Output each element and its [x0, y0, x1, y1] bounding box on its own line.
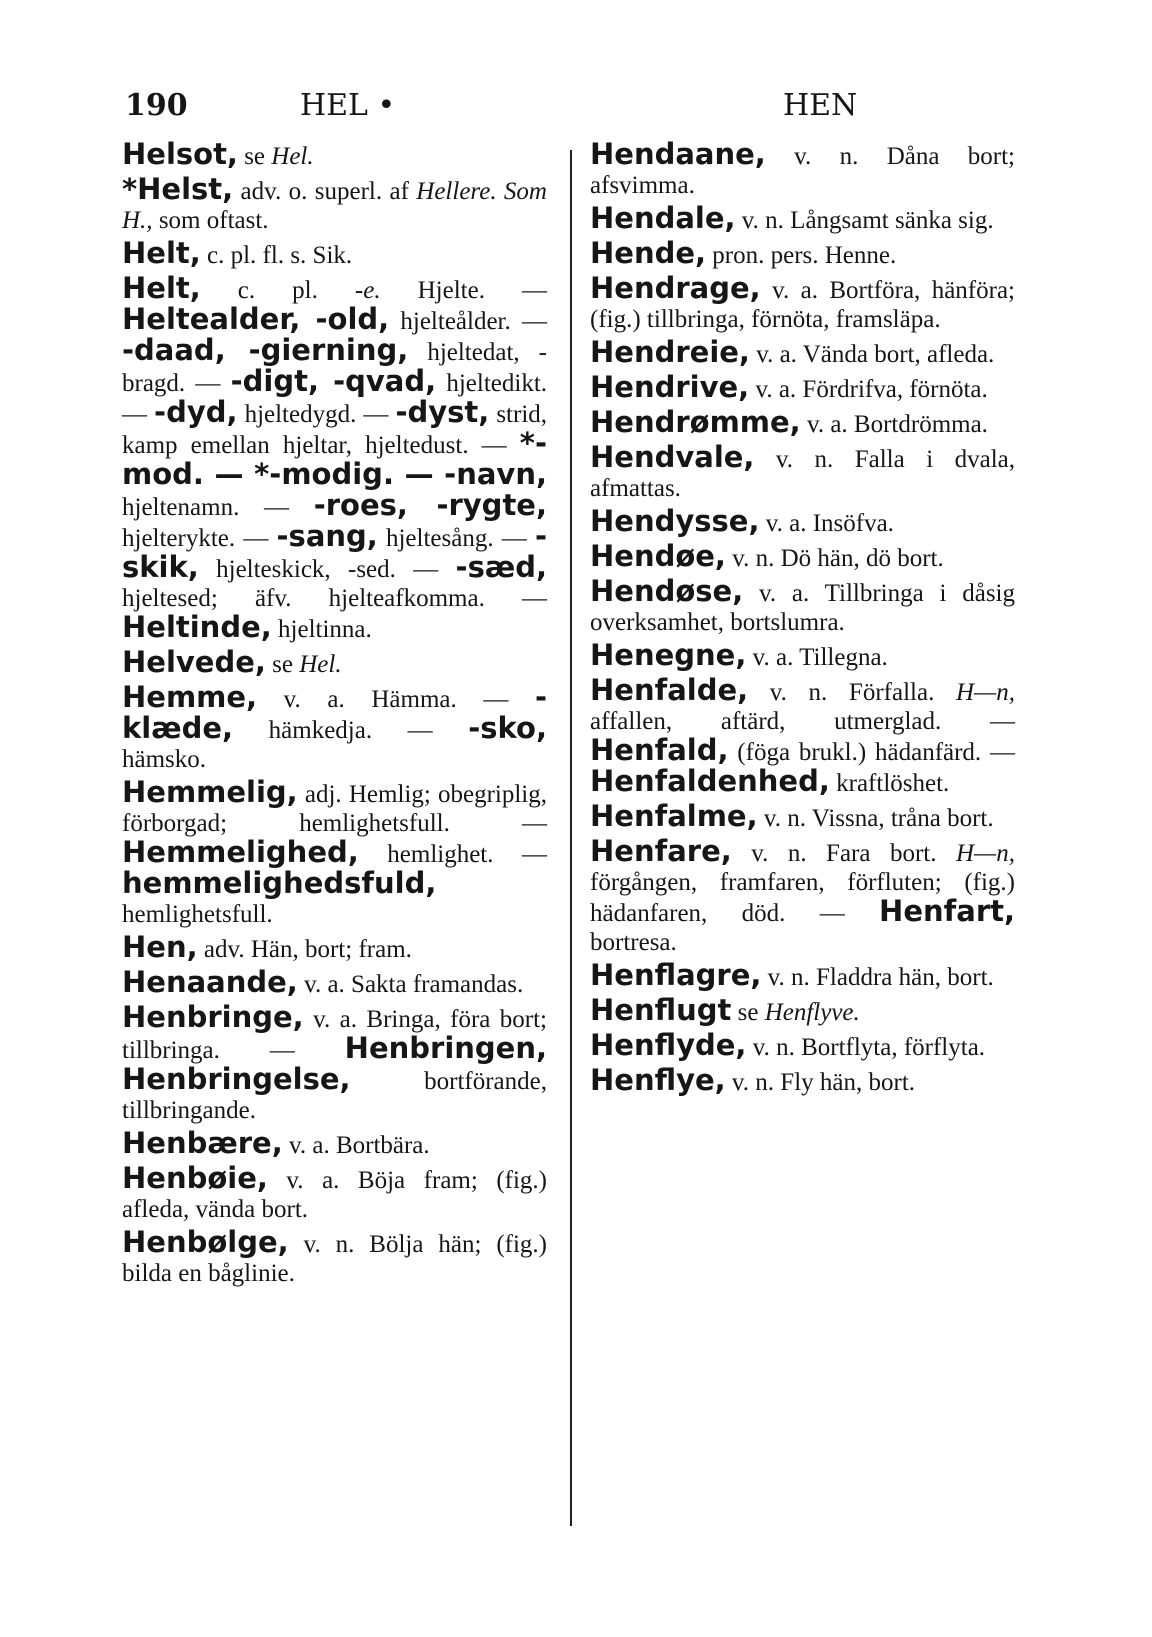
italic-text: H—n, [955, 679, 1015, 706]
running-header [0, 88, 1152, 128]
definition-text: affallen, aftärd, utmerglad. — [590, 708, 1015, 735]
dictionary-entry [122, 172, 547, 235]
dictionary-entry [590, 574, 1015, 637]
dictionary-entry [590, 1063, 1015, 1097]
definition-text: v. n. Dö hän, dö bort. [725, 545, 944, 572]
headword: Henflyde, [590, 1028, 747, 1062]
definition-text: v. a. Vända bort, afleda. [749, 341, 995, 368]
headword: Hendvale, [590, 440, 755, 474]
definition-text: hjelteskick, -sed. — [198, 556, 456, 583]
definition-text: hjeltinna. [271, 616, 372, 643]
headword: Henfaldenhed, [590, 764, 830, 798]
dictionary-entry [590, 993, 1015, 1027]
definition-text: v. a. Böja fram; (fig.) afleda, vända bort. [122, 1167, 547, 1223]
italic-text: Hellere. Som H., [122, 178, 547, 234]
dictionary-entry [590, 504, 1015, 538]
headword: -sang, [276, 519, 378, 553]
headword: -dyst, [395, 395, 490, 429]
dictionary-entry [122, 645, 547, 679]
column-divider [570, 150, 572, 1526]
dictionary-entry [122, 775, 547, 929]
definition-text: bortförande, tillbringande. [122, 1068, 547, 1124]
definition-text: v. n. Falla i dvala, afmattas. [590, 446, 1015, 502]
definition-text: hjeltesed; äfv. hjelteafkomma. — [122, 585, 547, 612]
definition-text: v. n. Långsamt sänka sig. [735, 207, 994, 234]
definition-text: v. a. Bortdrömma. [800, 411, 988, 438]
headword: Hemme, [122, 680, 258, 714]
dictionary-entry [590, 673, 1015, 798]
headword: -daad, -gierning, [122, 333, 409, 367]
definition-text: v. n. Vissna, tråna bort. [757, 805, 994, 832]
italic-text: Hel. [299, 651, 342, 678]
definition-text: v. n. Dåna bort; afsvimma. [590, 143, 1015, 199]
headword: Helsot, [122, 137, 238, 171]
definition-text: hämsko. [122, 746, 207, 773]
definition-text: v. a. Bortbära. [282, 1132, 430, 1159]
headword: -klæde, [122, 680, 547, 745]
headword: Hendøse, [590, 574, 744, 608]
definition-text: adv. o. superl. af [233, 178, 417, 205]
left-guide-word: HEL • [300, 88, 396, 123]
right-guide-word: HEN [783, 88, 858, 123]
headword: Henbringen, Henbringelse, [122, 1031, 547, 1096]
headword: Hendreie, [590, 335, 750, 369]
definition-text: adj. Hemlig; obegriplig, förborgad; hemlighetsfull. — [122, 781, 547, 837]
dictionary-entry [590, 335, 1015, 369]
definition-text: hämkedja. — [233, 717, 469, 744]
definition-text: hjelteålder. — [389, 308, 547, 335]
definition-text: v. a. Insöfva. [759, 510, 894, 537]
italic-text: H—n, [955, 840, 1015, 867]
headword: -skik, [122, 519, 547, 584]
headword: -digt, -qvad, [230, 364, 437, 398]
left-column [122, 137, 548, 1292]
dictionary-entry [590, 638, 1015, 672]
definition-text: c. pl. [200, 277, 355, 304]
dictionary-entry [122, 930, 547, 964]
dictionary-entry [122, 1225, 547, 1288]
headword: Henbølge, [122, 1225, 289, 1259]
definition-text: v. a. Bortföra, hänföra; (fig.) tillbringa, förnöta, framsläpa. [590, 277, 1015, 333]
headword: *-mod. — *-modig. — -navn, [122, 426, 547, 491]
definition-text: se [265, 651, 300, 678]
headword: Henfart, [879, 894, 1015, 928]
headword: Hendysse, [590, 504, 760, 538]
definition-text: hjeltedygd. — [237, 401, 396, 428]
dictionary-entry [590, 1028, 1015, 1062]
definition-text: v. a. Fördrifva, förnöta. [749, 376, 988, 403]
dictionary-entry [122, 1126, 547, 1160]
definition-text: som oftast. [152, 207, 269, 234]
headword: Henflye, [590, 1063, 726, 1097]
headword: Hendøe, [590, 539, 726, 573]
definition-text: v. n. Fladdra hän, bort. [761, 964, 994, 991]
headword: hemmelighedsfuld, [122, 866, 437, 900]
headword: Hendaane, [590, 137, 766, 171]
right-column [590, 137, 1015, 1101]
definition-text: hemlighetsfull. [122, 901, 273, 928]
definition-text: pron. pers. Henne. [706, 242, 897, 269]
headword: Helvede, [122, 645, 266, 679]
definition-text: förgången, framfaren, förfluten; (fig.) hädanfaren, död. — [590, 869, 1015, 927]
definition-text: kraftlöshet. [829, 770, 950, 797]
headword: *Helst, [122, 172, 234, 206]
dictionary-entry [590, 271, 1015, 334]
dictionary-entry [590, 799, 1015, 833]
definition-text: strid, kamp emellan hjeltar, hjeltedust. — [122, 401, 548, 459]
definition-text: se [237, 143, 272, 170]
headword: Hendale, [590, 201, 736, 235]
headword: Henbøie, [122, 1161, 268, 1195]
headword: Henaande, [122, 965, 298, 999]
headword: Helt, [122, 271, 201, 305]
definition-text: hjeltedat, -bragd. — [122, 339, 547, 397]
headword: Hende, [590, 236, 707, 270]
definition-text: v. n. Fara bort. [731, 840, 956, 867]
headword: Henbringe, [122, 1000, 304, 1034]
headword: -roes, -rygte, [313, 488, 547, 522]
definition-text: hemlighet. — [358, 841, 547, 868]
definition-text: v. n. Förfalla. [748, 679, 956, 706]
definition-text: v. a. Sakta framandas. [297, 971, 524, 998]
dictionary-entry [590, 370, 1015, 404]
headword: Heltinde, [122, 610, 272, 644]
dictionary-entry [122, 680, 547, 774]
definition-text: (föga brukl.) hädanfärd. — [728, 739, 1015, 766]
definition-text: hjelterykte. — [122, 525, 277, 552]
headword: Henfare, [590, 834, 732, 868]
definition-text: hjeltedikt. — [122, 370, 548, 428]
dictionary-entry [590, 236, 1015, 270]
dictionary-entry [122, 1161, 547, 1224]
headword: Henbære, [122, 1126, 283, 1160]
definition-text: se [731, 999, 765, 1026]
headword: Hendrive, [590, 370, 750, 404]
dictionary-entry [122, 1000, 547, 1125]
headword: Hen, [122, 930, 198, 964]
headword: Hemmelighed, [122, 835, 359, 869]
definition-text: v. a. Tillbringa i dåsig overksamhet, bortslumra. [590, 580, 1015, 636]
dictionary-entry [590, 405, 1015, 439]
definition-text: v. a. Tillegna. [746, 644, 888, 671]
definition-text: bortresa. [590, 929, 677, 956]
italic-text: -e. [354, 277, 381, 304]
dictionary-entry [590, 834, 1015, 957]
headword: -sko, [468, 711, 547, 745]
dictionary-entry [590, 539, 1015, 573]
dictionary-entry [590, 137, 1015, 200]
headword: Henflugt [590, 993, 732, 1027]
dictionary-entry [590, 201, 1015, 235]
headword: Hendrage, [590, 271, 761, 305]
headword: Henflagre, [590, 958, 762, 992]
headword: Heltealder, -old, [122, 302, 390, 336]
headword: -dyd, [154, 395, 238, 429]
headword: Helt, [122, 236, 201, 270]
headword: Henegne, [590, 638, 747, 672]
dictionary-entry [590, 440, 1015, 503]
page-number: 190 [125, 88, 188, 123]
dictionary-entry [122, 271, 548, 644]
dictionary-entry [122, 137, 547, 171]
dictionary-entry [590, 958, 1015, 992]
definition-text: v. a. Hämma. — [257, 686, 535, 713]
dictionary-entry [122, 965, 547, 999]
definition-text: hjeltesång. — [377, 525, 535, 552]
definition-text: Hjelte. — [380, 277, 547, 304]
definition-text: v. n. Fly hän, bort. [725, 1069, 916, 1096]
headword: -sæd, [455, 550, 547, 584]
headword: Henfalme, [590, 799, 758, 833]
definition-text: hjeltenamn. — [122, 494, 314, 521]
italic-text: Henflyve. [764, 999, 860, 1026]
definition-text: v. n. Bortflyta, förflyta. [746, 1034, 986, 1061]
headword: Henfald, [590, 733, 729, 767]
definition-text: adv. Hän, bort; fram. [197, 936, 412, 963]
headword: Hemmelig, [122, 775, 298, 809]
definition-text: v. a. Bringa, föra bort; tillbringa. — [122, 1006, 547, 1064]
headword: Henfalde, [590, 673, 749, 707]
headword: Hendrømme, [590, 405, 801, 439]
definition-text: v. n. Bölja hän; (fig.) bilda en båglinie. [122, 1231, 547, 1287]
dictionary-entry [122, 236, 547, 270]
italic-text: Hel. [271, 143, 314, 170]
definition-text: c. pl. fl. s. Sik. [200, 242, 353, 269]
